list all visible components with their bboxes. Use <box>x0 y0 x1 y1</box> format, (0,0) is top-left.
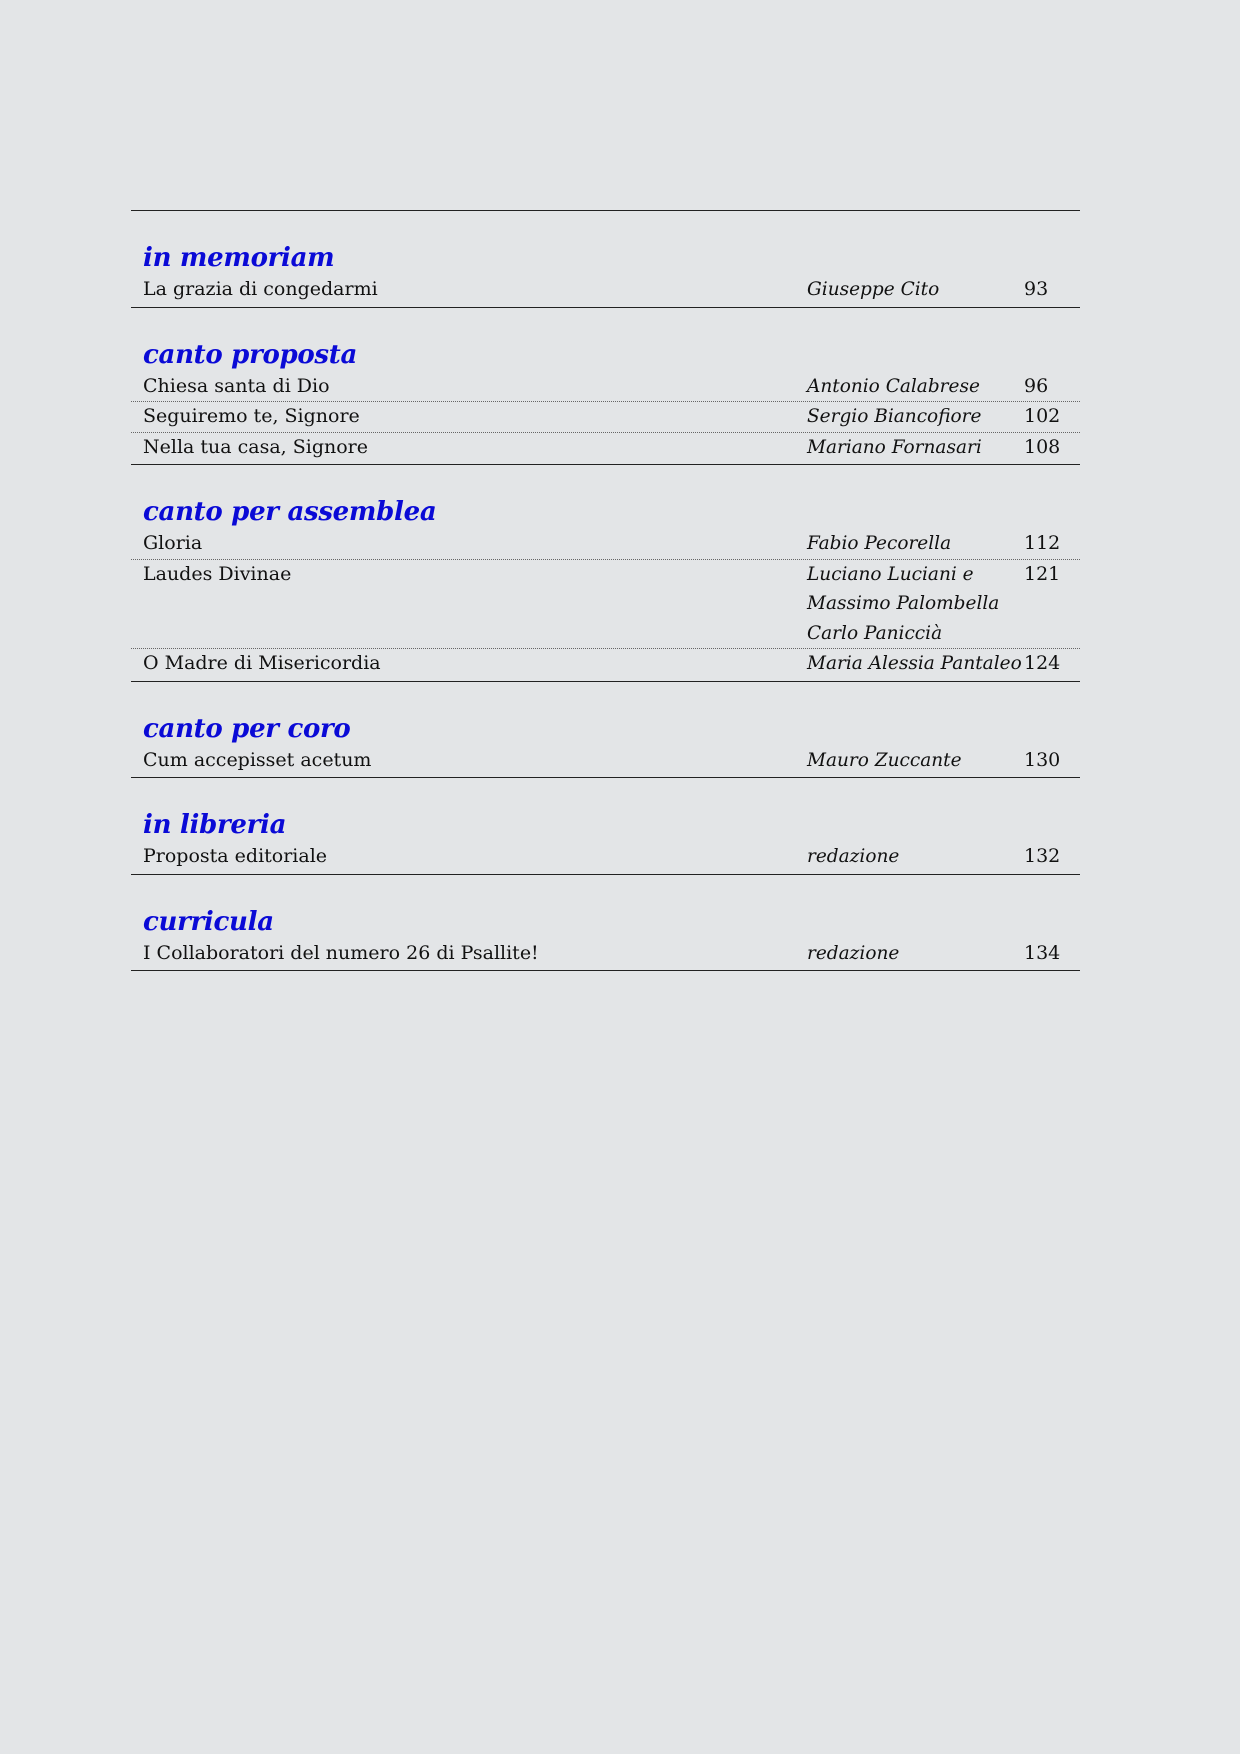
toc-entry[interactable] <box>131 275 1080 307</box>
entry-title: Cum accepisset acetum <box>143 748 372 771</box>
toc-entry[interactable] <box>131 529 1080 560</box>
entry-title: Gloria <box>143 532 203 554</box>
entry-author: Antonio Calabrese <box>807 375 980 397</box>
toc-entry[interactable] <box>131 939 1080 971</box>
entry-author: Mauro Zuccante <box>807 749 962 771</box>
entry-title: Laudes Divinae <box>143 562 292 585</box>
toc-section <box>131 682 1080 779</box>
section-title: canto proposta <box>143 339 358 370</box>
entry-page-number: 93 <box>1024 278 1049 300</box>
entry-page-number: 134 <box>1024 941 1061 964</box>
entry-author: Maria Alessia Pantaleo <box>807 653 1022 674</box>
entry-page-number: 96 <box>1024 374 1049 397</box>
entry-title: I Collaboratori del numero 26 di Psallite! <box>143 941 539 964</box>
entry-author: Sergio Biancofiore <box>807 406 982 427</box>
table-of-contents <box>131 210 1080 971</box>
entry-page-number: 102 <box>1024 405 1061 427</box>
entry-title: O Madre di Misericordia <box>143 652 381 674</box>
toc-entry[interactable] <box>131 560 1080 650</box>
section-title: canto per coro <box>143 713 351 744</box>
entry-author: Fabio Pecorella <box>807 533 952 554</box>
entry-author: redazione <box>807 942 900 964</box>
entry-author: Mariano Fornasari <box>807 436 982 458</box>
toc-entry[interactable] <box>131 433 1080 465</box>
entry-page-number: 121 <box>1024 562 1061 585</box>
entry-title: Nella tua casa, Signore <box>143 435 369 458</box>
entry-page-number: 108 <box>1024 435 1061 458</box>
section-title: in memoriam <box>143 243 335 273</box>
entry-author: Giuseppe Cito <box>807 279 940 300</box>
toc-section <box>131 211 1080 308</box>
entry-author: redazione <box>807 846 900 867</box>
section-title: canto per assemblea <box>143 497 437 527</box>
entry-title: Chiesa santa di Dio <box>143 374 330 397</box>
toc-section <box>131 778 1080 875</box>
entry-page-number: 112 <box>1024 532 1061 554</box>
toc-section <box>131 875 1080 972</box>
entry-title: Seguiremo te, Signore <box>143 405 360 427</box>
section-title: in libreria <box>143 810 287 840</box>
toc-section <box>131 308 1080 466</box>
toc-entry[interactable] <box>131 649 1080 681</box>
section-title: curricula <box>143 906 274 937</box>
toc-entry[interactable] <box>131 746 1080 778</box>
toc-section <box>131 465 1080 682</box>
entry-title: La grazia di congedarmi <box>143 278 378 300</box>
entry-page-number: 132 <box>1024 845 1061 867</box>
entry-author: Luciano Luciani e Massimo Palombella Carlo Paniccià <box>807 563 1000 644</box>
toc-entry[interactable] <box>131 842 1080 874</box>
toc-entry[interactable] <box>131 372 1080 403</box>
entry-title: Proposta editoriale <box>143 845 328 867</box>
entry-page-number: 124 <box>1024 652 1061 674</box>
entry-page-number: 130 <box>1024 748 1061 771</box>
toc-entry[interactable] <box>131 402 1080 433</box>
